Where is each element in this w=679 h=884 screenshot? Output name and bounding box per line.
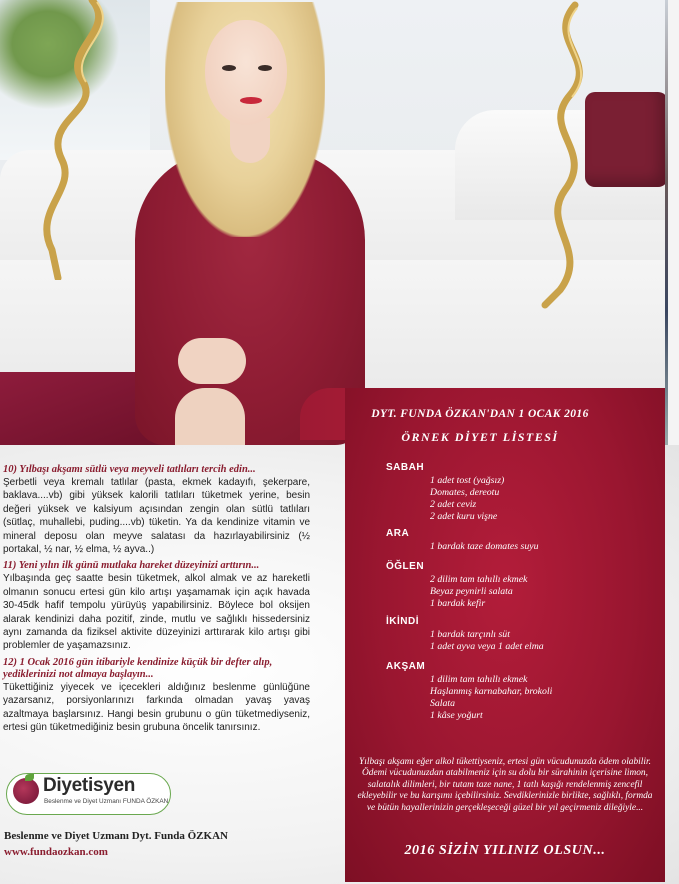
tip-body: Şerbetli veya kremalı tatlılar (pasta, ekmek kadayıfı, şekerpare, baklava....vb) gibi yüksek kalorili tatlıları tüketmek yerine, besin değeri yüksek ve kalsiyum açısından zengin olan sütlü tatlıları (sütlaç, muhallebi, puding....vb) tüketin. Ya da kendinize vitamin ve mineral deposu olan meyve salatası da hazırlayabilirsiniz (½ portakal, ½ nar, ½ elma, ½ ayva..) bbox=[3, 477, 310, 556]
meal-item: Beyaz peynirli salata bbox=[430, 586, 513, 597]
meal-item: 1 bardak taze domates suyu bbox=[430, 541, 539, 552]
eye-icon bbox=[258, 65, 272, 71]
woman-face bbox=[205, 20, 287, 125]
woman-hands bbox=[178, 338, 246, 384]
gold-ribbon-left bbox=[22, 0, 122, 280]
meal-item: Salata bbox=[430, 698, 456, 709]
eye-icon bbox=[222, 65, 236, 71]
panel-note: Yılbaşı akşamı eğer alkol tükettiyseniz, ertesi gün vücudunuzda ödem olabilir. Ödemi vücudunuzdan atabilmeniz için su dolu bir sürahinin içerisine limon, salatalık dilimleri, bir tutam taze nane, 1 tatlı kaşığı rendelenmiş zencefil ekleyebilir ve bu karışımı içebilirsiniz. Sevdiklerinizle birlikte, sağlıklı, formda ve bütün hayallerinizin gerçekleşeceği güzel bir yıl geçirmeniz dileğiyle... bbox=[357, 757, 653, 813]
tips-column bbox=[3, 464, 310, 739]
meal-heading: ARA bbox=[386, 528, 410, 539]
meal-heading: ÖĞLEN bbox=[386, 561, 425, 572]
meal-item: 1 bardak kefir bbox=[430, 598, 486, 609]
page-edge bbox=[665, 0, 668, 445]
meal-heading: İKİNDİ bbox=[386, 616, 419, 627]
meal-item: Domates, dereotu bbox=[430, 487, 500, 498]
leaf-icon bbox=[25, 774, 34, 781]
meal-item: 1 kâse yoğurt bbox=[430, 710, 483, 721]
website-link[interactable]: www.fundaozkan.com bbox=[4, 846, 108, 858]
lips bbox=[240, 97, 262, 104]
panel-footer: 2016 SİZİN YILINIZ OLSUN... bbox=[404, 843, 606, 858]
plum-icon bbox=[13, 778, 39, 804]
cover-photo bbox=[0, 0, 668, 445]
panel-subtitle: ÖRNEK DİYET LİSTESİ bbox=[401, 430, 559, 444]
meal-item: Haşlanmış karnabahar, brokoli bbox=[430, 686, 553, 697]
meal-item: 2 adet ceviz bbox=[430, 499, 477, 510]
logo-name: Diyetisyen bbox=[43, 775, 136, 796]
diyetisyen-logo bbox=[6, 773, 171, 815]
logo-subtitle: Beslenme ve Diyet Uzmanı FUNDA ÖZKAN bbox=[44, 798, 169, 805]
meal-heading: SABAH bbox=[386, 462, 425, 473]
meal-item: 2 dilim tam tahıllı ekmek bbox=[430, 574, 528, 585]
meal-item: 1 adet tost (yağsız) bbox=[430, 475, 505, 486]
meal-item: 1 adet ayva veya 1 adet elma bbox=[430, 641, 544, 652]
woman-knee bbox=[175, 388, 245, 445]
tip-body: Yılbaşında geç saatte besin tüketmek, alkol almak ve az hareketli olmanın sonucu ertesi gün kilo artışı yaşamamak için açık havada 30-45dk hafif tempolu yürüyüş yapabilirsiniz. Böylece bol oksijen alarak kendinizi daha pozitif, zinde, mutlu ve sağlıklı hissedersiniz aynı zamanda da fiziksel aktivite düzeyinizi arttırarak kilo artışı gibi problemler de yaşamazsınız. bbox=[3, 573, 310, 652]
meal-heading: AKŞAM bbox=[386, 661, 426, 672]
tip-title: 10) Yılbaşı akşamı sütlü veya meyveli tatlıları tercih edin... bbox=[3, 464, 256, 475]
meal-item: 2 adet kuru vişne bbox=[430, 511, 498, 522]
meal-item: 1 bardak tarçınlı süt bbox=[430, 629, 510, 640]
author-name: Beslenme ve Diyet Uzmanı Dyt. Funda ÖZKAN bbox=[4, 830, 228, 842]
meal-item: 1 dilim tam tahıllı ekmek bbox=[430, 674, 528, 685]
tip-body: Tükettiğiniz yiyecek ve içecekleri aldığınız beslenme günlüğüne yazarsanız, porsiyonlarınızı farkında olmadan yavaş yavaş azaltmaya başlarsınız. Hangi besin grubunu o gün tüketmediyseniz, ertesi gün tüketmediğiniz besin grubuna öncelik tanırsınız. bbox=[3, 681, 310, 734]
tip-title: 11) Yeni yılın ilk günü mutlaka hareket düzeyinizi arttırın... bbox=[3, 560, 260, 572]
tip-title: 12) 1 Ocak 2016 gün itibariyle kendinize küçük bir defter alıp, yediklerinizi not almaya başlayın... bbox=[3, 656, 273, 680]
gold-ribbon-right bbox=[525, 0, 605, 310]
woman-neck bbox=[230, 118, 270, 163]
panel-title: DYT. FUNDA ÖZKAN'DAN 1 OCAK 2016 bbox=[371, 408, 589, 420]
